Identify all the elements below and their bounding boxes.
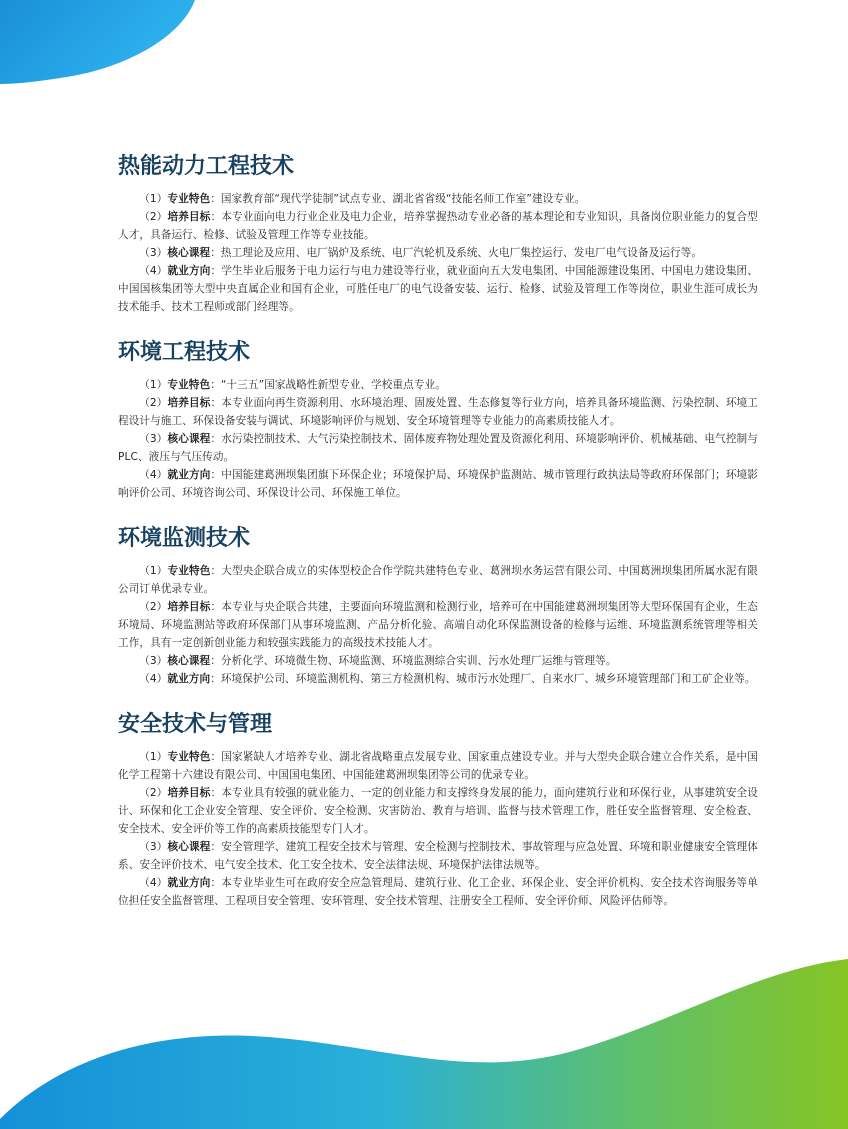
item-label: 核心课程 xyxy=(167,655,211,667)
section xyxy=(118,336,758,502)
item-text: ：“十三五”国家战略性新型专业、学校重点专业。 xyxy=(210,379,446,391)
item-number: （3） xyxy=(139,247,168,259)
item-text: ：热工理论及应用、电厂锅炉及系统、电厂汽轮机及系统、火电厂集控运行、发电厂电气设备及运行等。 xyxy=(210,247,703,259)
item-number: （2） xyxy=(139,211,168,223)
item-text: ：学生毕业后服务于电力运行与电力建设等行业，就业面向五大发电集团、中国能源建设集团、中国电力建设集团、中国国核集团等大型中央直属企业和国有企业，可胜任电厂的电气设备安装、运行、检修、试验及管理工作等岗位，职业生涯可成长为技术能手、技术工程师或部门经理等。 xyxy=(118,265,758,313)
item-number: （2） xyxy=(139,397,168,409)
section-paragraph xyxy=(118,466,758,502)
section xyxy=(118,150,758,316)
item-label: 核心课程 xyxy=(167,841,211,853)
item-label: 培养目标 xyxy=(167,211,211,223)
item-text: ：本专业与央企联合共建，主要面向环境监测和检测行业，培养可在中国能建葛洲坝集团等大型环保国有企业，生态环境局、环境监测站等政府环保部门从事环境监测、产品分析化验、高端自动化环保监测设备的检修与运维、环境监测系统管理等相关工作，具有一定创新创业能力和较强实践能力的高级技术技能人才。 xyxy=(118,601,758,649)
section xyxy=(118,522,758,688)
item-label: 培养目标 xyxy=(167,601,211,613)
section-title: 环境工程技术 xyxy=(118,340,251,365)
item-number: （4） xyxy=(139,265,168,277)
section-paragraph xyxy=(118,190,758,208)
section-paragraph xyxy=(118,376,758,394)
section-paragraph xyxy=(118,394,758,430)
item-text: ：本专业具有较强的就业能力、一定的创业能力和支撑终身发展的能力，面向建筑行业和环保行业，从事建筑安全设计、环保和化工企业安全管理、安全评价、安全检测、灾害防治、教育与培训、监督与技术管理工作，胜任安全监督管理、安全检查、安全技术、安全评价等工作的高素质技能型专门人才。 xyxy=(118,787,758,835)
item-text: ：水污染控制技术、大气污染控制技术、固体废弃物处理处置及资源化利用、环境影响评价、机械基础、电气控制与PLC、液压与气压传动。 xyxy=(118,433,758,463)
section-paragraph xyxy=(118,262,758,316)
item-text: ：国家紧缺人才培养专业、湖北省战略重点发展专业、国家重点建设专业。并与大型央企联合建立合作关系，是中国化学工程第十六建设有限公司、中国国电集团、中国能建葛洲坝集团等公司的优录专业。 xyxy=(118,751,758,781)
item-number: （3） xyxy=(139,841,168,853)
item-number: （1） xyxy=(139,751,168,763)
item-number: （4） xyxy=(139,877,168,889)
item-number: （2） xyxy=(139,601,168,613)
section-paragraph xyxy=(118,652,758,670)
section-paragraph xyxy=(118,598,758,652)
item-text: ：大型央企联合成立的实体型校企合作学院共建特色专业、葛洲坝水务运营有限公司、中国葛洲坝集团所属水泥有限公司订单优录专业。 xyxy=(118,565,758,595)
section-paragraph xyxy=(118,748,758,784)
section-paragraph xyxy=(118,208,758,244)
item-text: ：本专业面向电力行业企业及电力企业，培养掌握热动专业必备的基本理论和专业知识，具备岗位职业能力的复合型人才，具备运行、检修、试验及管理工作等专业技能。 xyxy=(118,211,758,241)
item-label: 培养目标 xyxy=(167,787,211,799)
section-paragraph xyxy=(118,784,758,838)
item-text: ：分析化学、环境微生物、环境监测、环境监测综合实训、污水处理厂运维与管理等。 xyxy=(210,655,617,667)
item-label: 就业方向 xyxy=(167,265,211,277)
item-text: ：本专业毕业生可在政府安全应急管理局、建筑行业、化工企业、环保企业、安全评价机构、安全技术咨询服务等单位担任安全监督管理、工程项目安全管理、安环管理、安全技术管理、注册安全工程师、安全评价师、风险评估师等。 xyxy=(118,877,758,907)
item-text: ：中国能建葛洲坝集团旗下环保企业；环境保护局、环境保护监测站、城市管理行政执法局等政府环保部门；环境影响评价公司、环境咨询公司、环保设计公司、环保施工单位。 xyxy=(118,469,758,499)
item-number: （3） xyxy=(139,433,168,445)
section-paragraph xyxy=(118,430,758,466)
item-text: ：安全管理学、建筑工程安全技术与管理、安全检测与控制技术、事故管理与应急处置、环境和职业健康安全管理体系、安全评价技术、电气安全技术、化工安全技术、安全法律法规、环境保护法律法规等。 xyxy=(118,841,758,871)
item-number: （1） xyxy=(139,565,168,577)
item-text: ：国家教育部“现代学徒制”试点专业、湖北省省级“技能名师工作室”建设专业。 xyxy=(210,193,586,205)
bottom-wave-decoration xyxy=(0,929,848,1129)
section-paragraph xyxy=(118,838,758,874)
item-label: 就业方向 xyxy=(167,469,211,481)
item-label: 核心课程 xyxy=(167,433,211,445)
item-label: 专业特色 xyxy=(167,193,211,205)
section-title: 热能动力工程技术 xyxy=(118,154,295,179)
section-paragraph xyxy=(118,874,758,910)
item-number: （3） xyxy=(139,655,168,667)
item-label: 专业特色 xyxy=(167,565,211,577)
item-label: 专业特色 xyxy=(167,751,211,763)
top-left-wave-decoration xyxy=(0,0,200,90)
main-content xyxy=(118,150,758,930)
item-text: ：本专业面向再生资源利用、水环境治理、固废处置、生态修复等行业方向，培养具备环境监测、污染控制、环境工程设计与施工、环保设备安装与调试、环境影响评价与规划、安全环境管理等专业能力的高素质技能人才。 xyxy=(118,397,758,427)
section-paragraph xyxy=(118,244,758,262)
item-label: 核心课程 xyxy=(167,247,211,259)
section-title: 环境监测技术 xyxy=(118,526,251,551)
item-text: ：环境保护公司、环境监测机构、第三方检测机构、城市污水处理厂、自来水厂、城乡环境管理部门和工矿企业等。 xyxy=(210,673,756,685)
item-label: 专业特色 xyxy=(167,379,211,391)
item-number: （4） xyxy=(139,469,168,481)
item-label: 就业方向 xyxy=(167,877,211,889)
section-title: 安全技术与管理 xyxy=(118,712,273,737)
item-number: （2） xyxy=(139,787,168,799)
item-label: 培养目标 xyxy=(167,397,211,409)
section-paragraph xyxy=(118,562,758,598)
item-number: （1） xyxy=(139,193,168,205)
item-number: （4） xyxy=(139,673,168,685)
item-number: （1） xyxy=(139,379,168,391)
section xyxy=(118,708,758,910)
item-label: 就业方向 xyxy=(167,673,211,685)
section-paragraph xyxy=(118,670,758,688)
